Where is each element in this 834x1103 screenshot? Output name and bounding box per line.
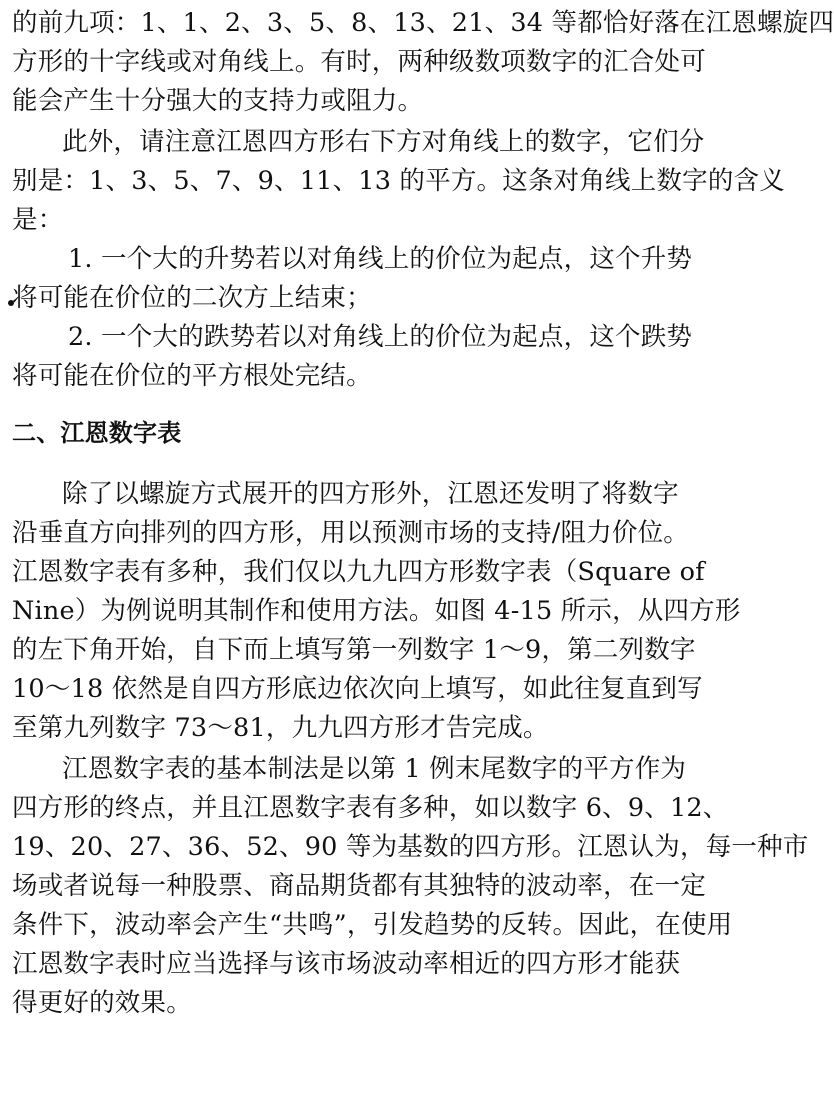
text-line: 除了以螺旋方式展开的四方形外，江恩还发明了将数字 <box>62 479 679 509</box>
text-line: 江恩数字表的基本制法是以第 1 例末尾数字的平方作为 <box>62 754 687 784</box>
text-line: 能会产生十分强大的支持力或阻力。 <box>12 86 424 116</box>
text-line: 将可能在价位的平方根处完结。 <box>12 361 372 391</box>
text-line: 场或者说每一种股票、商品期货都有其独特的波动率，在一定 <box>12 871 706 901</box>
section-heading: 二、江恩数字表 <box>12 419 182 447</box>
diagonal-paragraph <box>12 123 785 240</box>
text-line: 得更好的效果。 <box>12 988 192 1018</box>
text-line: 江恩数字表时应当选择与该市场波动率相近的四方形才能获 <box>12 949 681 979</box>
text-line: 2. 一个大的跌势若以对角线上的价位为起点，这个跌势 <box>68 322 693 352</box>
text-line: 方形的十字线或对角线上。有时，两种级数项数字的汇合处可 <box>12 47 706 77</box>
text-line: 条件下，波动率会产生“共鸣”，引发趋势的反转。因此，在使用 <box>12 910 733 940</box>
intro-paragraph <box>12 4 834 121</box>
list-item-1 <box>12 240 742 318</box>
text-line: 江恩数字表有多种，我们仅以九九四方形数字表（Square of <box>12 557 705 587</box>
text-line: 10～18 依然是自四方形底边依次向上填写，如此往复直到写 <box>12 674 703 704</box>
text-line: 此外，请注意江恩四方形右下方对角线上的数字，它们分 <box>62 127 705 157</box>
section-paragraph-2 <box>12 750 809 1023</box>
text-line: Nine）为例说明其制作和使用方法。如图 4-15 所示，从四方形 <box>12 596 741 626</box>
document-page <box>12 4 834 1023</box>
list-item-2 <box>12 318 742 396</box>
text-line: 19、20、27、36、52、90 等为基数的四方形。江恩认为，每一种市 <box>12 832 809 862</box>
text-line: 至第九列数字 73～81，九九四方形才告完成。 <box>12 713 549 743</box>
text-line: 1. 一个大的升势若以对角线上的价位为起点，这个升势 <box>68 244 693 274</box>
text-line: 的左下角开始，自下而上填写第一列数字 1～9，第二列数字 <box>12 635 696 665</box>
text-line: 将可能在价位的二次方上结束； <box>12 283 372 313</box>
text-line: 沿垂直方向排列的四方形，用以预测市场的支持/阻力价位。 <box>12 518 689 548</box>
text-line: 的前九项：1、1、2、3、5、8、13、21、34 等都恰好落在江恩螺旋四 <box>12 8 834 38</box>
text-line: 是： <box>12 205 64 235</box>
section-paragraph-1 <box>12 475 742 748</box>
text-line: 四方形的终点，并且江恩数字表有多种，如以数字 6、9、12、 <box>12 793 729 823</box>
text-line: 别是：1、3、5、7、9、11、13 的平方。这条对角线上数字的含义 <box>12 166 785 196</box>
